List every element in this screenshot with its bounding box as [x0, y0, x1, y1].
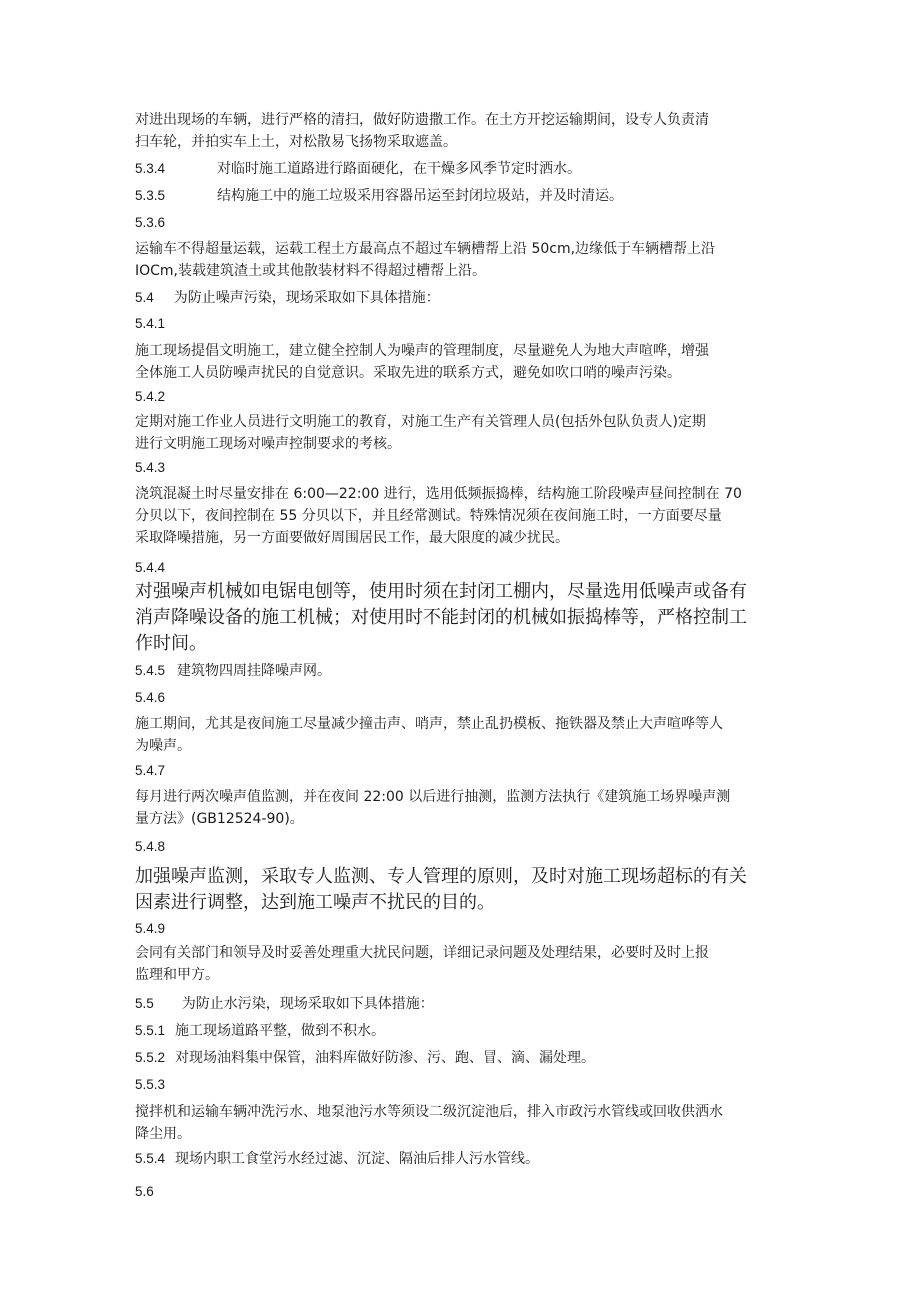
section-5-4-3-number: [135, 457, 790, 479]
section-number: 5.4.3: [135, 460, 166, 475]
text-line: 采取降噪措施，另一方面要做好周围居民工作，最大限度的减少扰民。: [135, 530, 569, 546]
section-number: 5.5.4: [135, 1151, 166, 1166]
section-number: 5.5.1: [135, 1023, 166, 1038]
section-5-4-2-body: [135, 411, 790, 455]
section-5-5: [135, 993, 790, 1015]
section-number: 5.3.5: [135, 188, 166, 203]
section-text: 现场内职工食堂污水经过滤、沉淀、隔油后排人污水管线。: [175, 1151, 540, 1167]
section-5-5-1: [135, 1020, 790, 1042]
section-5-5-3-number: [135, 1074, 790, 1096]
text-line: 每月进行两次噪声值监测，并在夜间 22:00 以后进行抽测，监测方法执行《建筑施工场界噪声测: [135, 789, 731, 805]
section-number: 5.3.6: [135, 215, 166, 230]
section-5-5-2: [135, 1047, 790, 1069]
section-5-4-4-body: [135, 579, 790, 657]
section-5-6: [135, 1181, 790, 1203]
section-number: 5.5.2: [135, 1050, 166, 1065]
section-number: 5.3.4: [135, 161, 166, 176]
section-5-4-6-body: [135, 713, 790, 757]
section-number: 5.6: [135, 1184, 154, 1199]
text-line: 对进出现场的车辆，进行严格的清扫，做好防遗撒工作。在土方开挖运输期间，设专人负责清: [135, 112, 709, 128]
text-line: 会同有关部门和领导及时妥善处理重大扰民问题，详细记录问题及处理结果，必要时及时上报: [135, 945, 709, 961]
text-line: 量方法》(GB12524-90)。: [135, 811, 304, 827]
section-5-4-5: [135, 660, 790, 682]
text-line: 分贝以下，夜间控制在 55 分贝以下，并且经常测试。特殊情况须在夜间施工时，一方面要尽量: [135, 508, 722, 524]
section-text: 对临时施工道路进行路面硬化，在干燥多风季节定时洒水。: [217, 161, 582, 177]
section-text: 结构施工中的施工垃圾采用容器吊运至封闭垃圾站，并及时清运。: [217, 188, 624, 204]
section-5-4-8-number: [135, 836, 790, 858]
section-number: 5.5.3: [135, 1077, 166, 1092]
section-text: 建筑物四周挂降噪声网。: [177, 663, 332, 679]
section-5-5-3-body: [135, 1101, 790, 1145]
text-line: 消声降噪设备的施工机械；对使用时不能封闭的机械如振捣棒等，严格控制工: [135, 607, 747, 628]
section-5-4-9-number: [135, 918, 790, 940]
section-5-4-8-body: [135, 864, 790, 916]
section-number: 5.4.5: [135, 663, 166, 678]
text-line: 为噪声。: [135, 738, 191, 754]
section-number: 5.4.1: [135, 316, 166, 331]
text-line: 进行文明施工现场对噪声控制要求的考核。: [135, 436, 401, 452]
text-line: 加强噪声监测，采取专人监测、专人管理的原则，及时对施工现场超标的有关: [135, 866, 747, 887]
section-5-4-7-number: [135, 760, 790, 782]
section-5-4-9-body: [135, 942, 790, 986]
text-line: 浇筑混凝土时尽量安排在 6:00—22:00 进行，选用低频振捣棒，结构施工阶段噪声昼间控制在 70: [135, 486, 742, 502]
text-line: 运输车不得超量运载，运载工程土方最高点不超过车辆槽帮上沿 50cm,边缘低于车辆槽帮上沿: [135, 241, 716, 257]
paragraph-vehicle-cleaning: [135, 109, 790, 153]
text-line: 定期对施工作业人员进行文明施工的教育，对施工生产有关管理人员(包括外包队负责人)定期: [135, 414, 706, 430]
text-line: 因素进行调整，达到施工噪声不扰民的目的。: [135, 892, 495, 913]
section-5-3-6-number: [135, 212, 790, 234]
text-line: 搅拌机和运输车辆冲洗污水、地泵池污水等须设二级沉淀池后，排入市政污水管线或回收供洒水: [135, 1104, 723, 1120]
section-5-3-5: [135, 185, 790, 207]
section-5-4: [135, 287, 790, 309]
section-number: 5.4.2: [135, 389, 166, 404]
text-line: 扫车轮，并拍实车上土，对松散易飞扬物采取遮盖。: [135, 134, 457, 150]
section-5-4-1-body: [135, 340, 790, 384]
section-number: 5.4: [135, 290, 154, 305]
text-line: 施工期间，尤其是夜间施工尽量减少撞击声、哨声，禁止乱扔模板、拖铁器及禁止大声喧哗等人: [135, 716, 723, 732]
section-number: 5.4.9: [135, 921, 166, 936]
section-5-4-1-number: [135, 313, 790, 335]
section-number: 5.5: [135, 996, 154, 1011]
section-number: 5.4.6: [135, 690, 166, 705]
section-5-4-7-body: [135, 786, 790, 830]
section-text: 为防止噪声污染，现场采取如下具体措施：: [173, 290, 440, 306]
section-5-4-6-number: [135, 687, 790, 709]
text-line: 作时间。: [135, 633, 207, 654]
text-line: 降尘用。: [135, 1126, 191, 1142]
section-number: 5.4.4: [135, 560, 166, 575]
text-line: 施工现场提倡文明施工，建立健全控制人为噪声的管理制度，尽量避免人为地大声喧哗，增强: [135, 343, 709, 359]
text-line: 对强噪声机械如电锯电刨等，使用时须在封闭工棚内，尽量选用低噪声或备有: [135, 581, 747, 602]
section-text: 施工现场道路平整，做到不积水。: [175, 1023, 386, 1039]
section-5-5-4: [135, 1148, 790, 1170]
section-5-3-4: [135, 158, 790, 180]
section-number: 5.4.8: [135, 839, 166, 854]
section-5-4-2-number: [135, 386, 790, 408]
section-5-4-3-body: [135, 483, 790, 549]
section-5-3-6-body: [135, 238, 790, 282]
text-line: 全体施工人员防噪声扰民的自觉意识。采取先进的联系方式，避免如吹口哨的噪声污染。: [135, 365, 681, 381]
section-text: 对现场油料集中保管，油料库做好防渗、污、跑、冒、滴、漏处理。: [175, 1050, 596, 1066]
section-text: 为防止水污染，现场采取如下具体措施：: [181, 996, 434, 1012]
section-number: 5.4.7: [135, 763, 166, 778]
text-line: 监理和甲方。: [135, 967, 219, 983]
section-5-4-4-number: [135, 557, 790, 579]
text-line: IOCm,装载建筑渣土或其他散装材料不得超过槽帮上沿。: [135, 263, 487, 279]
